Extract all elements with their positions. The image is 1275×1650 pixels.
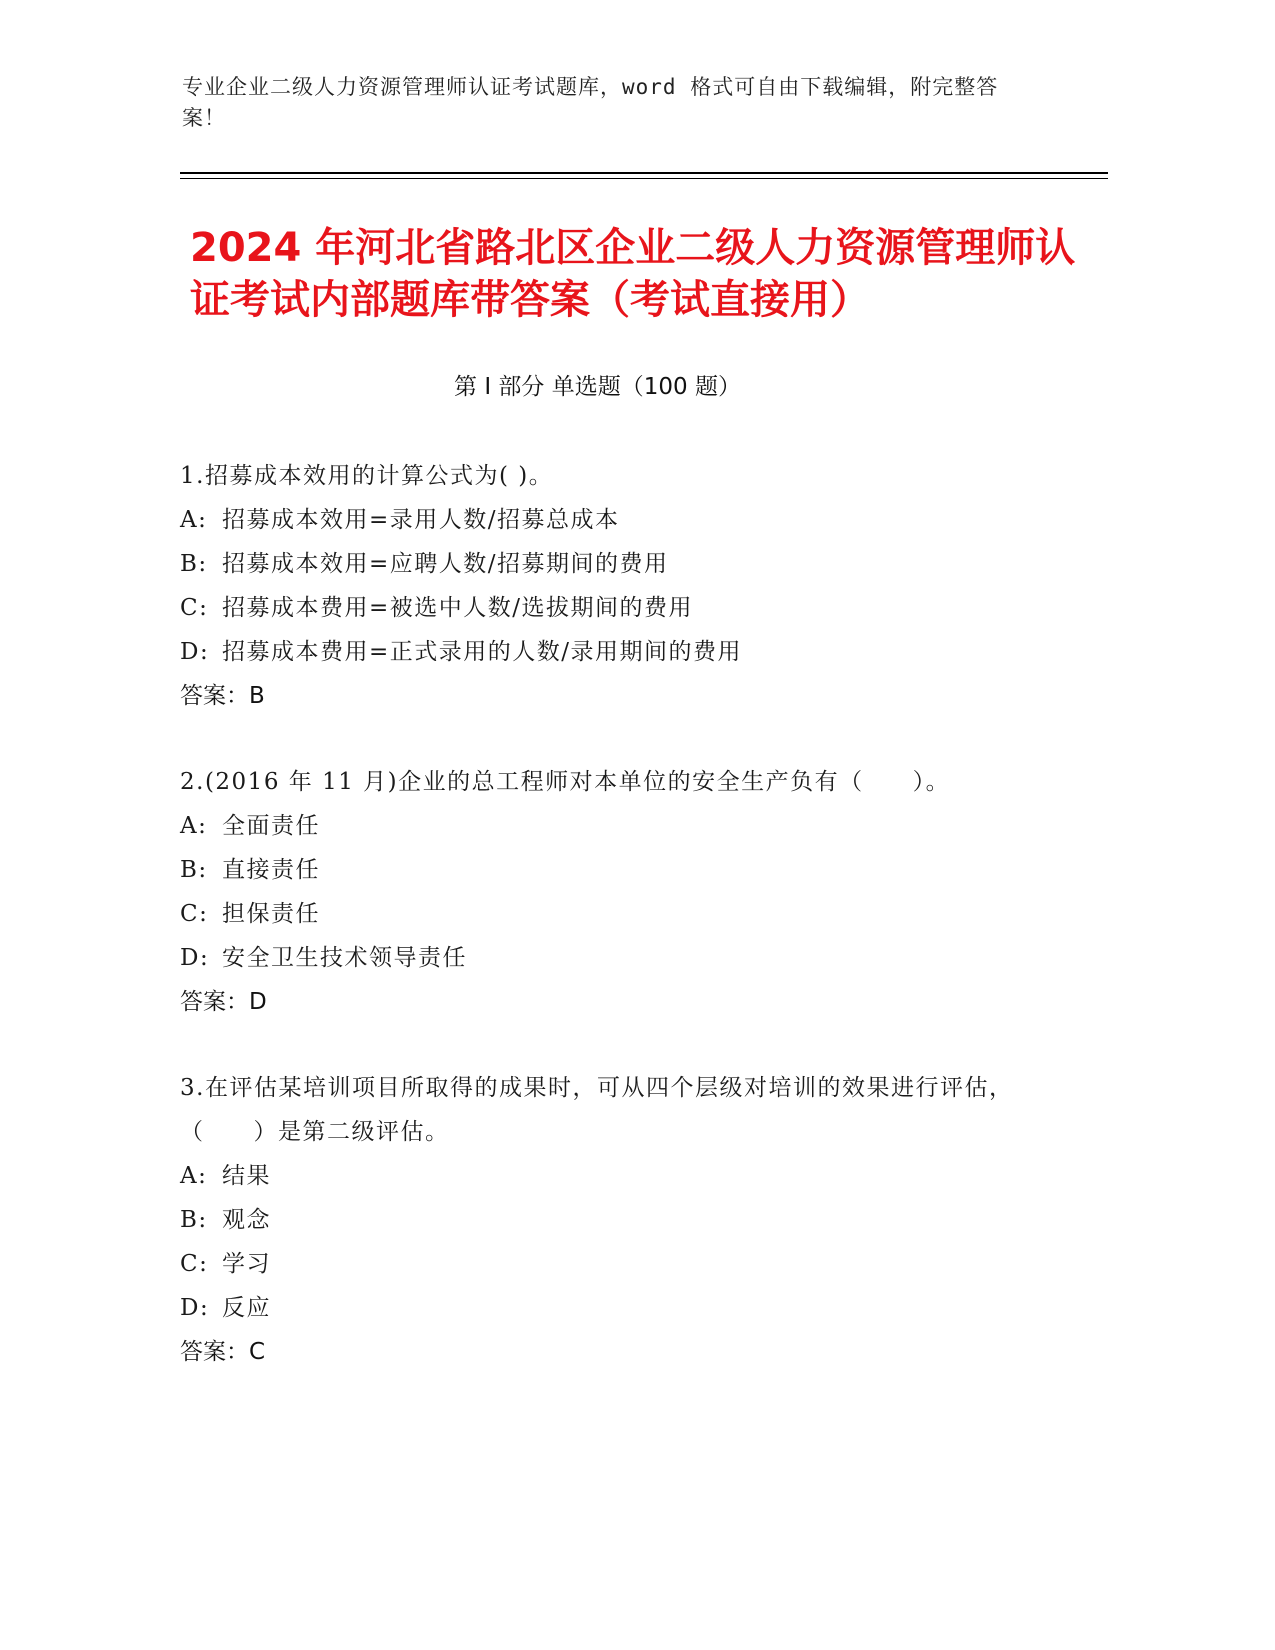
option-letter: D: — [180, 639, 210, 665]
option-b — [180, 848, 1040, 892]
option-text: 招募成本费用=正式录用的人数/录用期间的费用 — [222, 639, 743, 665]
option-letter: C: — [180, 901, 209, 927]
option-letter: D: — [180, 945, 210, 971]
answer-label: 答案： — [180, 989, 249, 1015]
option-letter: D: — [180, 1295, 210, 1321]
option-c — [180, 1242, 1040, 1286]
answer-value: C — [249, 1339, 266, 1365]
answer-line — [180, 980, 1040, 1024]
option-text: 反应 — [222, 1295, 271, 1321]
header-note: 专业企业二级人力资源管理师认证考试题库，word 格式可自由下载编辑，附完整答案！ — [182, 75, 999, 130]
answer-label: 答案： — [180, 1339, 249, 1365]
header-divider-thin — [180, 178, 1108, 179]
question-1 — [180, 454, 1040, 718]
answer-value: D — [249, 989, 267, 1015]
option-a — [180, 804, 1040, 848]
option-text: 招募成本效用=应聘人数/招募期间的费用 — [222, 551, 669, 577]
option-text: 招募成本费用=被选中人数/选拔期间的费用 — [222, 595, 694, 621]
option-b — [180, 542, 1040, 586]
option-letter: A: — [180, 1163, 208, 1189]
option-letter: B: — [180, 551, 208, 577]
answer-line — [180, 674, 1040, 718]
option-letter: A: — [180, 507, 208, 533]
option-text: 结果 — [222, 1163, 271, 1189]
option-a — [180, 1154, 1040, 1198]
question-stem: 3.在评估某培训项目所取得的成果时，可从四个层级对培训的效果进行评估，（ ）是第二级评估。 — [180, 1075, 1014, 1145]
option-text: 招募成本效用=录用人数/招募总成本 — [222, 507, 620, 533]
option-text: 观念 — [222, 1207, 271, 1233]
document-title: 2024 年河北省路北区企业二级人力资源管理师认证考试内部题库带答案（考试直接用） — [190, 225, 1076, 323]
option-a — [180, 498, 1040, 542]
section-heading: 第 I 部分 单选题（100 题） — [454, 374, 741, 400]
question-list — [180, 454, 1040, 1416]
option-text: 直接责任 — [222, 857, 320, 883]
option-b — [180, 1198, 1040, 1242]
option-letter: A: — [180, 813, 208, 839]
option-text: 担保责任 — [222, 901, 320, 927]
option-text: 全面责任 — [222, 813, 320, 839]
option-d — [180, 1286, 1040, 1330]
option-letter: C: — [180, 1251, 209, 1277]
question-stem: 2.(2016 年 11 月)企业的总工程师对本单位的安全生产负有（ ）。 — [180, 769, 951, 795]
option-text: 安全卫生技术领导责任 — [222, 945, 467, 971]
option-d — [180, 936, 1040, 980]
option-c — [180, 892, 1040, 936]
option-d — [180, 630, 1040, 674]
question-stem: 1.招募成本效用的计算公式为( )。 — [180, 463, 554, 489]
answer-value: B — [249, 683, 265, 709]
option-letter: B: — [180, 857, 208, 883]
option-letter: B: — [180, 1207, 208, 1233]
answer-label: 答案： — [180, 683, 249, 709]
header-divider-thick — [180, 172, 1108, 174]
answer-line — [180, 1330, 1040, 1374]
question-3 — [180, 1066, 1040, 1374]
option-letter: C: — [180, 595, 209, 621]
question-2 — [180, 760, 1040, 1024]
option-c — [180, 586, 1040, 630]
option-text: 学习 — [222, 1251, 271, 1277]
